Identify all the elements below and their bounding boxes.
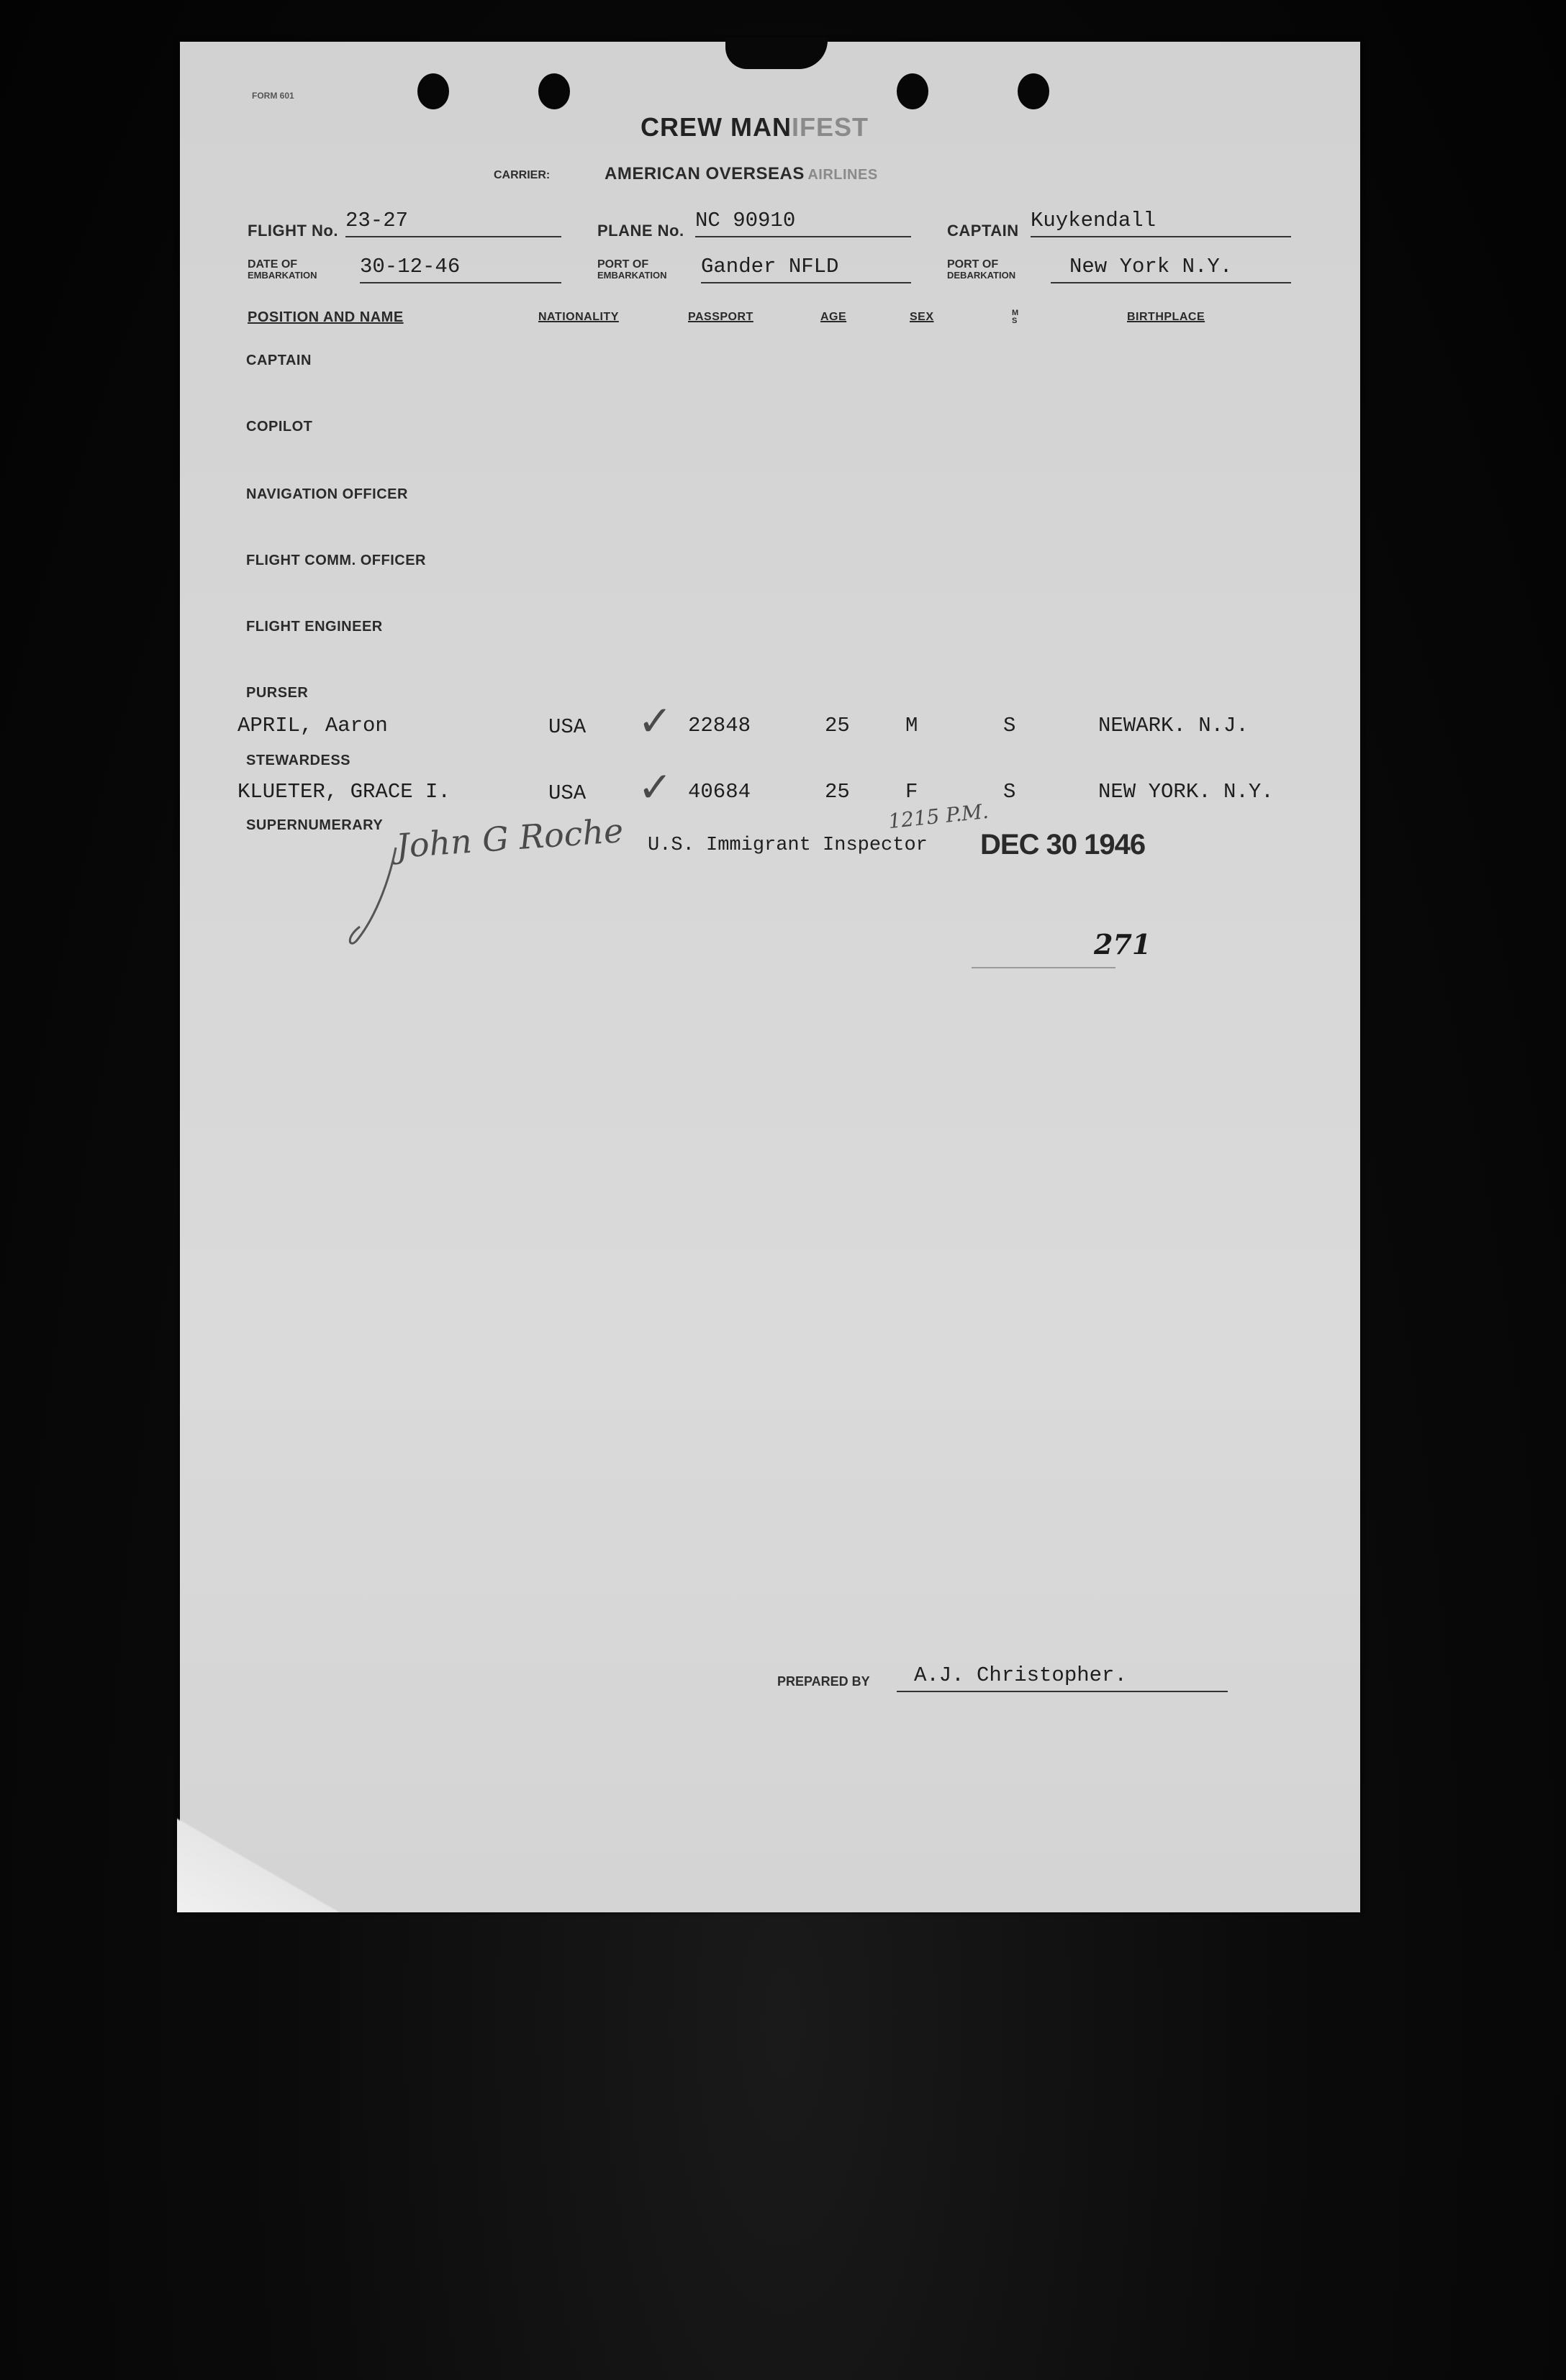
- flight-no-field: [345, 209, 561, 237]
- col-nationality: NATIONALITY: [538, 311, 619, 323]
- inspector-title: U.S. Immigrant Inspector: [648, 835, 928, 856]
- check-mark: ✓: [638, 696, 673, 745]
- check-mark: ✓: [638, 763, 673, 812]
- crew-marital: S: [1003, 780, 1016, 804]
- carrier-part-a: AMERICAN OVERSEAS: [605, 164, 805, 183]
- crew-nationality: USA: [548, 781, 587, 805]
- col-marital-line2: S: [1012, 317, 1018, 325]
- date-label-line2: EMBARKATION: [248, 270, 317, 281]
- captain-header-label: CAPTAIN: [947, 222, 1019, 240]
- faint-line: [972, 967, 1115, 968]
- page-number: 271: [1094, 928, 1151, 960]
- crew-nationality: USA: [548, 715, 587, 739]
- flight-no-value: 23-27: [345, 209, 409, 232]
- port-dis-label-line2: DEBARKATION: [947, 270, 1016, 281]
- port-emb-field: [701, 255, 911, 283]
- position-copilot: COPILOT: [246, 419, 313, 435]
- prepared-by-field: [897, 1663, 1228, 1692]
- punch-hole: [538, 73, 570, 109]
- date-label-line1: DATE OF: [248, 258, 298, 271]
- crew-passport: 22848: [688, 714, 751, 737]
- punch-hole: [897, 73, 928, 109]
- crew-name: KLUETER, GRACE I.: [237, 780, 451, 804]
- crew-birthplace: NEW YORK. N.Y.: [1098, 780, 1274, 804]
- col-sex: SEX: [910, 311, 934, 323]
- col-birthplace: BIRTHPLACE: [1127, 311, 1205, 323]
- crew-birthplace: NEWARK. N.J.: [1098, 714, 1249, 737]
- col-position: POSITION AND NAME: [248, 309, 404, 325]
- crew-name: APRIL, Aaron: [237, 714, 388, 737]
- page-title: [641, 112, 869, 142]
- col-passport: PASSPORT: [688, 311, 753, 323]
- plane-no-field: [695, 209, 911, 237]
- crew-age: 25: [825, 714, 850, 737]
- plane-no-value: NC 90910: [695, 209, 796, 232]
- carrier-part-b: AIRLINES: [807, 167, 878, 183]
- date-value: 30-12-46: [360, 255, 461, 278]
- port-dis-label: [947, 259, 1015, 281]
- port-emb-label-line2: EMBARKATION: [597, 270, 667, 281]
- punch-hole: [417, 73, 449, 109]
- title-part-a: CREW MAN: [641, 112, 792, 142]
- inspector-signature: John G Roche: [394, 811, 625, 866]
- date-field: [360, 255, 561, 283]
- date-label: [248, 259, 317, 281]
- position-comm: FLIGHT COMM. OFFICER: [246, 553, 426, 568]
- carrier-label: CARRIER:: [494, 169, 551, 181]
- form-code: FORM 601: [252, 91, 294, 101]
- carrier-value: [605, 164, 878, 184]
- port-dis-field: [1051, 255, 1291, 283]
- crew-age: 25: [825, 780, 850, 804]
- prepared-by-value: A.J. Christopher.: [914, 1663, 1127, 1687]
- captain-value: Kuykendall: [1031, 209, 1157, 232]
- date-stamp: DEC 30 1946: [980, 829, 1146, 860]
- port-emb-label: [597, 259, 667, 281]
- torn-edge: [725, 37, 828, 69]
- signature-flourish: [345, 840, 410, 948]
- punch-hole: [1018, 73, 1049, 109]
- time-note: 1215 P.M.: [887, 799, 990, 834]
- crew-marital: S: [1003, 714, 1016, 737]
- position-engineer: FLIGHT ENGINEER: [246, 619, 383, 635]
- crew-sex: F: [905, 780, 918, 804]
- position-stewardess: STEWARDESS: [246, 753, 351, 768]
- col-marital: [1012, 309, 1018, 325]
- position-navigation: NAVIGATION OFFICER: [246, 486, 408, 502]
- position-purser: PURSER: [246, 685, 309, 701]
- port-emb-value: Gander NFLD: [701, 255, 839, 278]
- crew-passport: 40684: [688, 780, 751, 804]
- port-emb-label-line1: PORT OF: [597, 258, 649, 271]
- crew-sex: M: [905, 714, 918, 737]
- plane-no-label: PLANE No.: [597, 222, 684, 240]
- port-dis-value: New York N.Y.: [1069, 255, 1233, 278]
- flight-no-label: FLIGHT No.: [248, 222, 338, 240]
- position-supernumerary: SUPERNUMERARY: [246, 817, 384, 833]
- prepared-by-label: PREPARED BY: [777, 1674, 870, 1689]
- col-marital-line1: M: [1012, 309, 1019, 317]
- captain-field: [1031, 209, 1291, 237]
- col-age: AGE: [820, 311, 847, 323]
- manifest-page: [180, 42, 1360, 1912]
- title-part-b: IFEST: [791, 112, 869, 142]
- position-captain: CAPTAIN: [246, 353, 312, 368]
- port-dis-label-line1: PORT OF: [947, 258, 999, 271]
